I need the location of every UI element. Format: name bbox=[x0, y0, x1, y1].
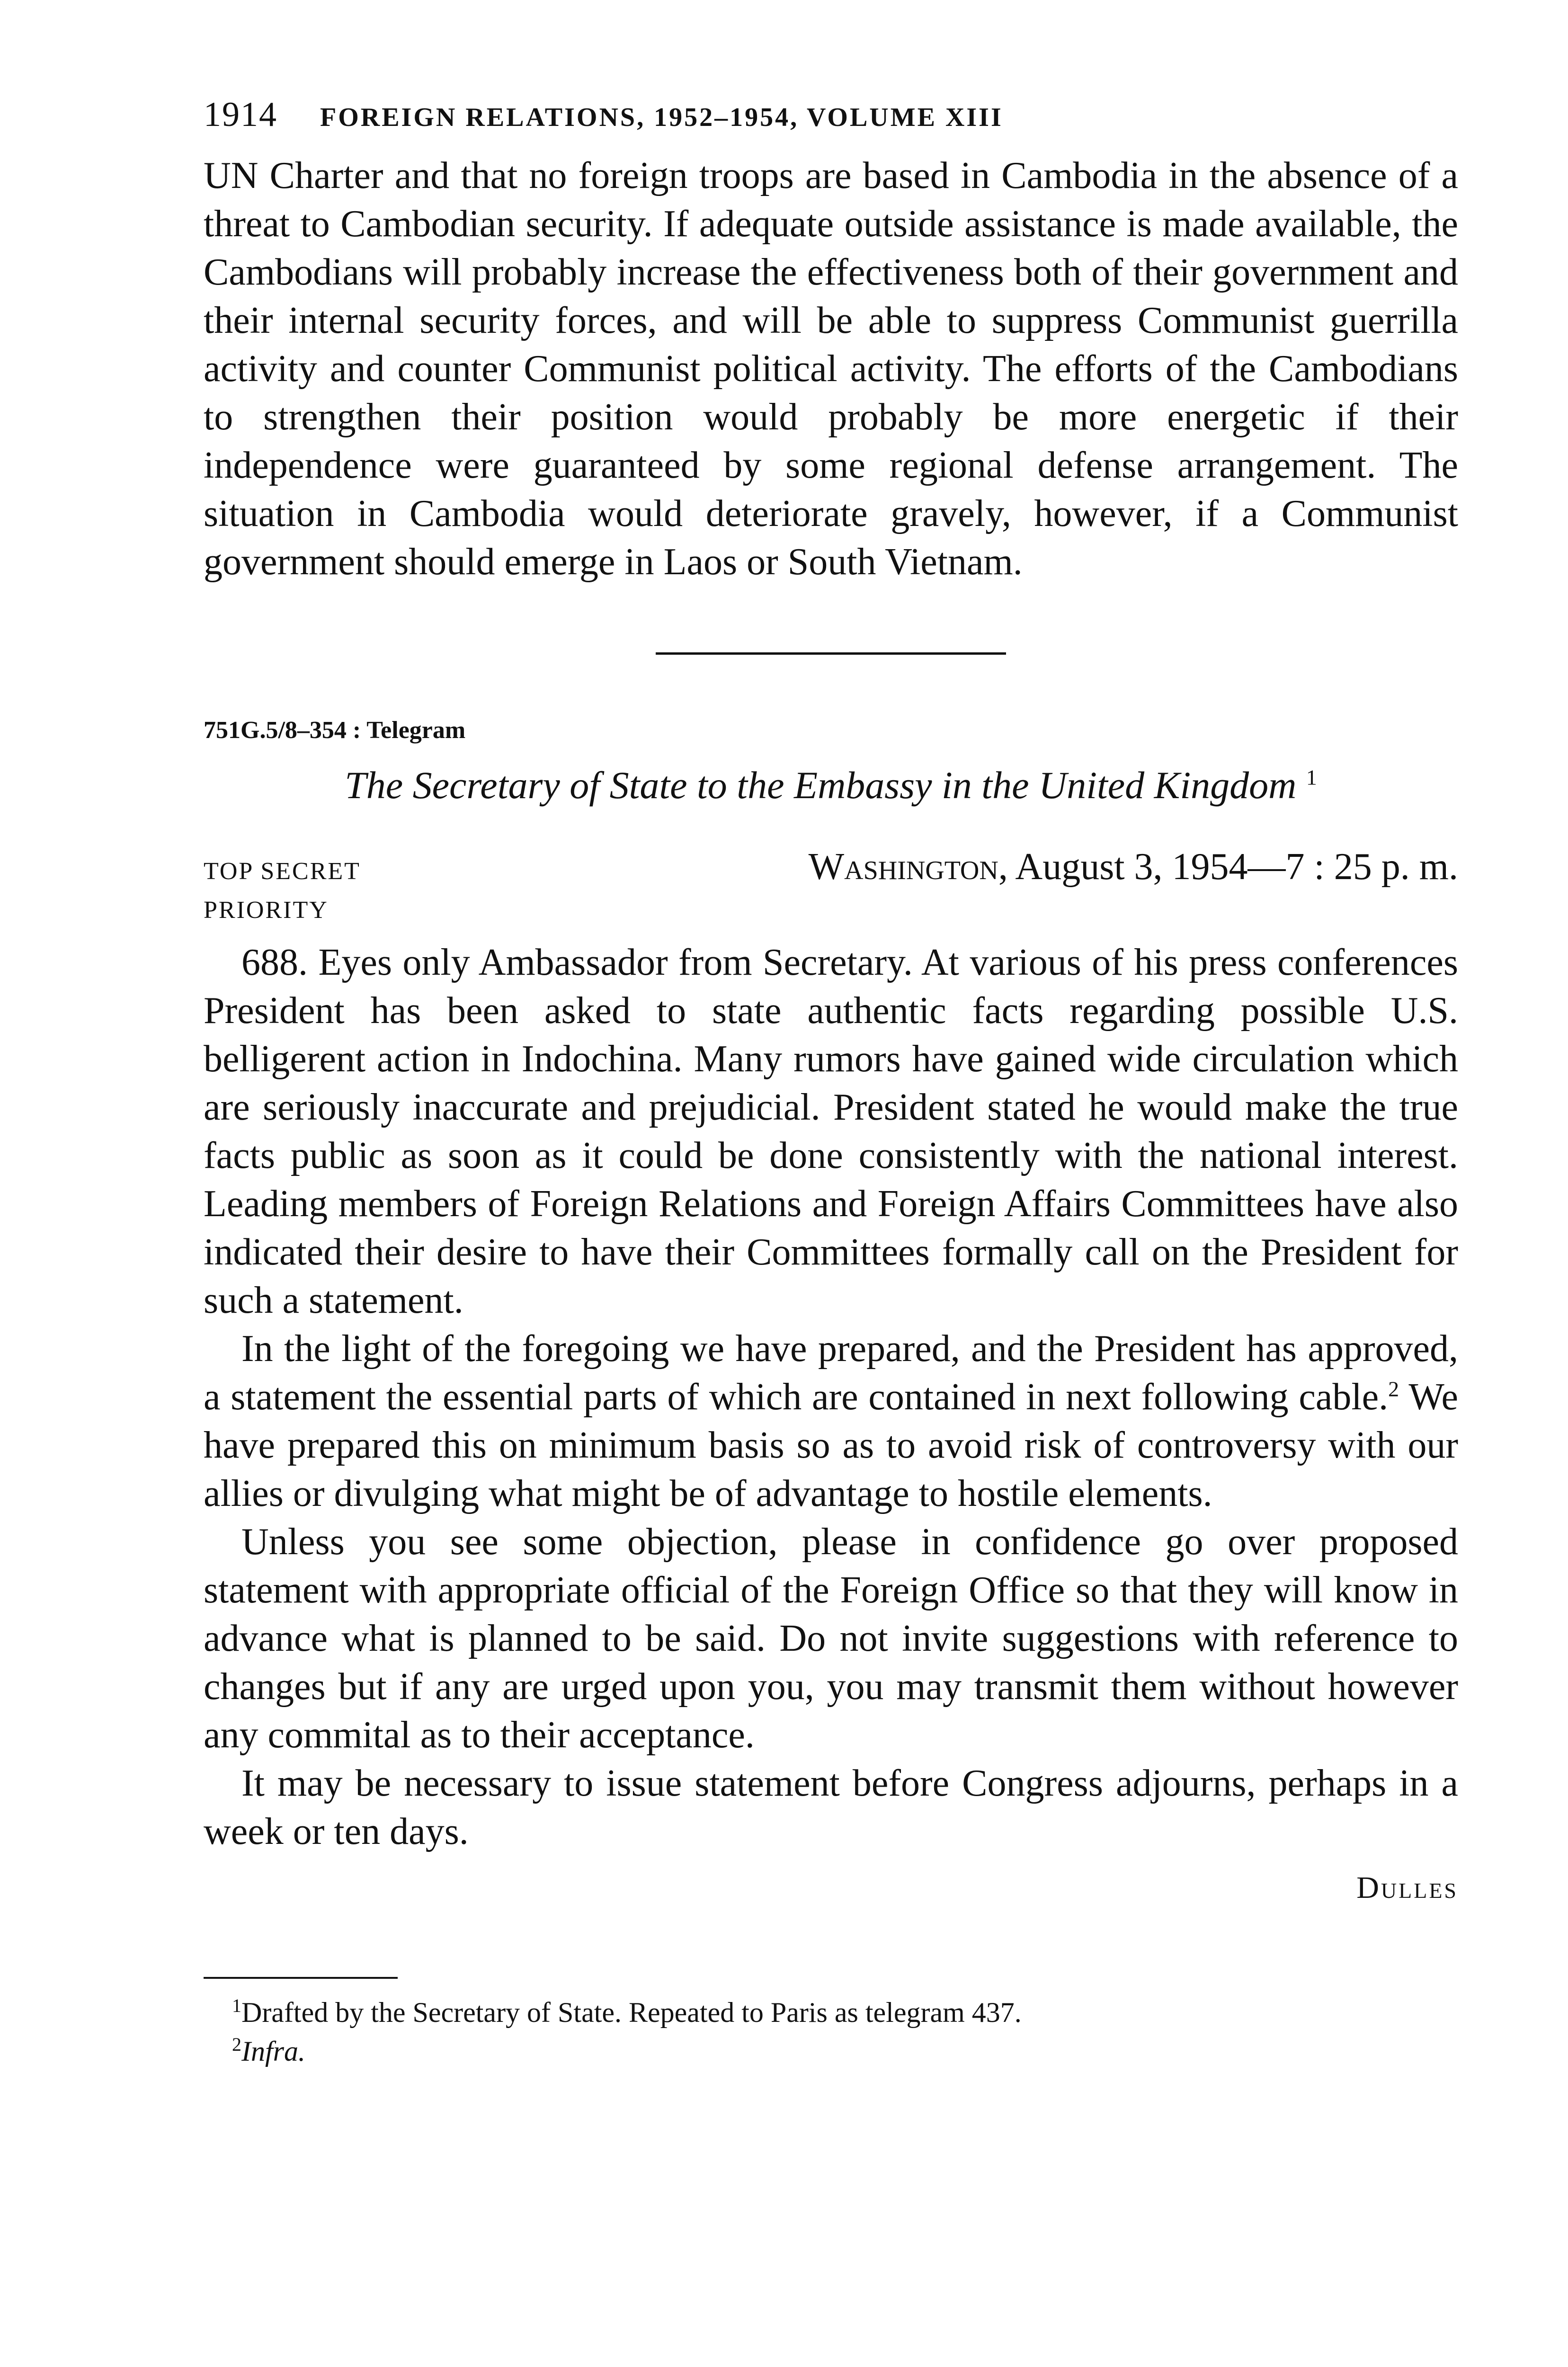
document-heading-text: The Secretary of State to the Embassy in the United Kingdom bbox=[345, 764, 1297, 807]
precedence-label: PRIORITY bbox=[204, 897, 329, 924]
body-paragraph-3: Unless you see some objection, please in confidence go over proposed statement with appropriate official of the Foreign Office so that they will know in advance what is planned to be said. Do not invite suggestions with reference to changes but if any are urged upon you, you may transmit them without however any commital as to their acceptance. bbox=[204, 1521, 1458, 1756]
footnote-2 bbox=[232, 2032, 1458, 2071]
running-title: FOREIGN RELATIONS, 1952–1954, VOLUME XIII bbox=[320, 103, 1003, 132]
continuation-paragraph: UN Charter and that no foreign troops are based in Cambodia in the absence of a threat to Cambodian security. If adequate outside assistance is made available, the Cambodians will probably increase the effectiveness both of their government and their internal security forces, and will be able to suppress Communist guerrilla activity and counter Communist political activity. The efforts of the Cambodians to strengthen their position would probably be more energetic if their independence were guaranteed by some regional defense arrangement. The situation in Cambodia would deteriorate gravely, however, if a Communist government should emerge in Laos or South Vietnam. bbox=[204, 155, 1458, 583]
classification-label: TOP SECRET bbox=[204, 858, 361, 885]
footnote-2-text: Infra. bbox=[241, 2036, 305, 2067]
footnote-1 bbox=[232, 1993, 1458, 2032]
body-paragraph-2-text-cont: We have prepared this on minimum basis so as to avoid risk of controversy with our allies or divulging what might be of advantage to hostile elements. bbox=[204, 1376, 1458, 1514]
body-paragraph-1: 688. Eyes only Ambassador from Secretary. At various of his press conferences President has been asked to state authentic facts regarding possible U.S. belligerent action in Indochina. Many rumors have gained wide circulation which are seriously inaccurate and prejudicial. President stated he would make the true facts public as soon as it could be done consistently with the national interest. Leading members of Foreign Relations and Foreign Affairs Committees have also indicated their desire to have their Committees formally call on the President for such a statement. bbox=[204, 942, 1458, 1321]
footnote-1-ref: 1 bbox=[232, 1995, 241, 2016]
file-number: 751G.5/8–354 : Telegram bbox=[204, 717, 466, 744]
running-head bbox=[204, 95, 1458, 151]
dateline bbox=[809, 845, 1458, 889]
body-paragraph-2 bbox=[204, 1325, 1458, 1518]
footnote-1-text: Drafted by the Secretary of State. Repeated to Paris as telegram 437. bbox=[241, 1997, 1022, 2028]
body-paragraph-4: It may be necessary to issue statement before Congress adjourns, perhaps in a week or ten days. bbox=[204, 1762, 1458, 1852]
paragraph-footnote-ref: 2 bbox=[1388, 1377, 1399, 1401]
signature: Dulles bbox=[1356, 1870, 1458, 1905]
document-page bbox=[204, 95, 1458, 2071]
document-heading bbox=[204, 763, 1458, 808]
dateline-date: , August 3, 1954—7 : 25 p. m. bbox=[998, 846, 1458, 888]
footnotes bbox=[204, 1993, 1458, 2071]
dateline-place: Washington bbox=[808, 846, 998, 888]
footnote-rule bbox=[204, 1977, 398, 1979]
section-divider bbox=[656, 652, 1006, 655]
page-number: 1914 bbox=[204, 95, 277, 134]
telegram-header bbox=[204, 845, 1458, 889]
body-paragraph-2-text: In the light of the foregoing we have prepared, and the President has approved, a statement the essential parts of which are contained in next following cable. bbox=[204, 1328, 1458, 1418]
heading-footnote-ref: 1 bbox=[1306, 765, 1317, 790]
footnote-2-ref: 2 bbox=[232, 2034, 241, 2055]
